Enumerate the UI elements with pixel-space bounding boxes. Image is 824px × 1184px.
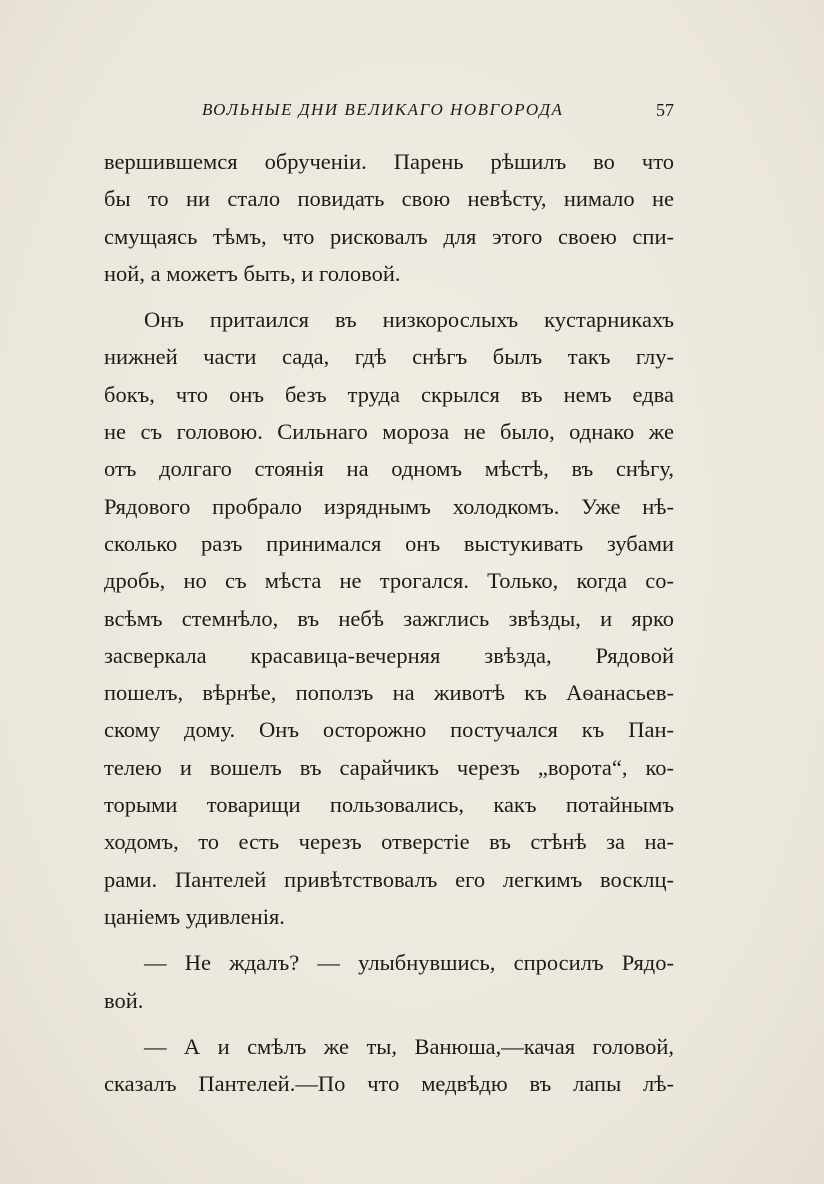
text-line: — А и смѣлъ же ты, Ванюша,—качая головой, <box>144 1033 674 1059</box>
text-line: — Не ждалъ? — улыбнувшись, спросилъ Рядо- <box>144 950 674 976</box>
text-line: бы то ни стало повидать свою невѣсту, нимало не <box>104 186 674 212</box>
text-line: смущаясь тѣмъ, что рисковалъ для этого своею спи- <box>104 223 674 249</box>
text-line: дробь, но съ мѣста не трогался. Только, когда со- <box>104 568 674 594</box>
text-line: засверкала красавица-вечерняя звѣзда, Рядовой <box>104 642 674 668</box>
text-line: сколько разъ принимался онъ выстукивать зубами <box>104 530 674 556</box>
text-line: ходомъ, то есть черезъ отверстіе въ стѣнѣ за на- <box>104 829 674 855</box>
running-title: ВОЛЬНЫЕ ДНИ ВЕЛИКАГО НОВГОРОДА <box>202 100 564 119</box>
text-line: скому дому. Онъ осторожно постучался къ Пан- <box>104 717 674 743</box>
text-line: не съ головою. Сильнаго мороза не было, однако же <box>104 419 674 445</box>
page-number: 57 <box>656 100 674 120</box>
text-line: Рядового пробрало изряднымъ холодкомъ. Уже нѣ- <box>104 493 674 519</box>
text-line: ной, а можетъ быть, и головой. <box>104 260 401 286</box>
text-line: бокъ, что онъ безъ труда скрылся въ немъ едва <box>104 381 674 407</box>
text-line: рами. Пантелей привѣтствовалъ его легкимъ восклц- <box>104 866 674 892</box>
text-line: пошелъ, вѣрнѣе, поползъ на животѣ къ Аѳанасьев- <box>104 680 674 706</box>
text-line: отъ долгаго стоянія на одномъ мѣстѣ, въ снѣгу, <box>104 456 674 482</box>
text-line: сказалъ Пантелей.—По что медвѣдю въ лапы лѣ- <box>104 1071 674 1097</box>
text-line: всѣмъ стемнѣло, въ небѣ зажглись звѣзды, и ярко <box>104 605 674 631</box>
running-head <box>104 100 674 126</box>
text-line: нижней части сада, гдѣ снѣгъ былъ такъ глу- <box>104 344 674 370</box>
text-line: вершившемся обрученіи. Парень рѣшилъ во что <box>104 149 674 174</box>
text-line: торыми товарищи пользовались, какъ потайнымъ <box>104 792 674 818</box>
text-line: телею и вошелъ въ сарайчикъ черезъ „ворота“, ко- <box>104 754 674 780</box>
text-line: вой. <box>104 987 144 1013</box>
body-text <box>104 143 674 1102</box>
text-line: Онъ притаился въ низкорослыхъ кустарникахъ <box>144 307 674 333</box>
text-line: цаніемъ удивленія. <box>104 903 285 929</box>
